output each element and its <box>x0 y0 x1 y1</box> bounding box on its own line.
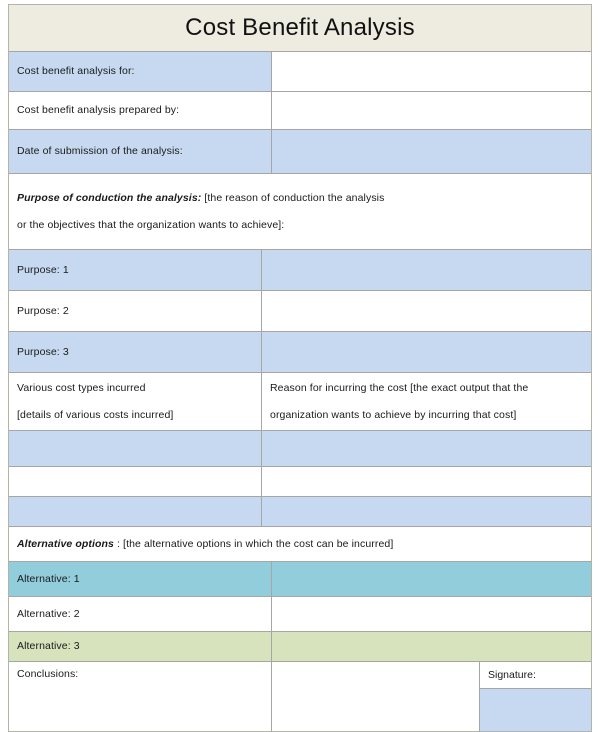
signature-block <box>479 662 591 731</box>
label-alternative-1-text: Alternative: 1 <box>17 572 80 585</box>
label-alternative-2-text: Alternative: 2 <box>17 607 80 620</box>
label-purpose-1 <box>9 250 261 290</box>
table-row-alternative-3 <box>9 632 591 662</box>
table-row-purpose-1 <box>9 250 591 291</box>
table-row-cost-1 <box>9 431 591 467</box>
label-purpose-1-text: Purpose: 1 <box>17 263 69 276</box>
label-alternative-2 <box>9 597 271 631</box>
label-conclusions-text: Conclusions: <box>17 668 79 680</box>
cost-header-right-line1: Reason for incurring the cost [the exact output that the <box>270 382 529 395</box>
document-title-bar <box>9 5 591 52</box>
purpose-intro-cell <box>9 174 591 249</box>
label-signature-text: Signature: <box>488 669 536 681</box>
table-row-purpose-3 <box>9 332 591 373</box>
field-signature[interactable] <box>480 689 591 731</box>
cost-benefit-analysis-table <box>8 4 592 732</box>
field-conclusions[interactable] <box>271 662 479 731</box>
purpose-intro-line2: or the objectives that the organization wants to achieve]: <box>17 218 285 231</box>
table-row-cost-3 <box>9 497 591 527</box>
label-purpose-3-text: Purpose: 3 <box>17 345 69 358</box>
label-purpose-2 <box>9 291 261 331</box>
table-row-alternative-1 <box>9 562 591 597</box>
label-conclusions <box>9 662 271 731</box>
page-title: Cost Benefit Analysis <box>185 14 415 41</box>
field-prepared-by[interactable] <box>271 92 591 129</box>
label-prepared-by-text: Cost benefit analysis prepared by: <box>17 104 180 117</box>
label-purpose-2-text: Purpose: 2 <box>17 304 69 317</box>
field-alternative-2[interactable] <box>271 597 591 631</box>
table-row-cost-header <box>9 373 591 431</box>
label-prepared-by <box>9 92 271 129</box>
label-analysis-for <box>9 52 271 91</box>
purpose-intro-line1 <box>17 191 583 205</box>
field-date-of-submission[interactable] <box>271 130 591 173</box>
label-date-of-submission <box>9 130 271 173</box>
label-alternative-1 <box>9 562 271 596</box>
field-cost-3-type[interactable] <box>9 497 261 526</box>
field-cost-3-reason[interactable] <box>261 497 591 526</box>
field-purpose-2[interactable] <box>261 291 591 331</box>
table-row-alternative-2 <box>9 597 591 632</box>
purpose-intro-bold: Purpose of conduction the analysis: <box>17 192 202 205</box>
table-row-conclusions <box>9 662 591 731</box>
alternative-intro-cell <box>9 527 591 561</box>
cost-header-left-line2: [details of various costs incurred] <box>17 408 174 421</box>
alternative-intro-rest: : [the alternative options in which the cost can be incurred] <box>114 537 394 550</box>
alternative-intro-line1 <box>17 537 583 551</box>
table-row-alternative-intro <box>9 527 591 562</box>
label-alternative-3 <box>9 632 271 661</box>
label-alternative-3-text: Alternative: 3 <box>17 640 80 653</box>
table-row-purpose-2 <box>9 291 591 332</box>
label-date-of-submission-text: Date of submission of the analysis: <box>17 145 183 158</box>
cost-header-right <box>261 373 591 430</box>
cost-header-right-line2: organization wants to achieve by incurring that cost] <box>270 408 517 421</box>
field-cost-2-reason[interactable] <box>261 467 591 496</box>
field-cost-2-type[interactable] <box>9 467 261 496</box>
table-row-cost-2 <box>9 467 591 497</box>
table-row-prepared-by <box>9 92 591 130</box>
purpose-intro-rest: [the reason of conduction the analysis <box>201 192 385 205</box>
field-purpose-3[interactable] <box>261 332 591 372</box>
field-alternative-3[interactable] <box>271 632 591 661</box>
field-alternative-1[interactable] <box>271 562 591 596</box>
label-analysis-for-text: Cost benefit analysis for: <box>17 65 135 78</box>
label-purpose-3 <box>9 332 261 372</box>
table-row-purpose-intro <box>9 174 591 250</box>
alternative-intro-bold: Alternative options <box>17 537 114 550</box>
label-signature <box>480 662 591 689</box>
table-row-date-of-submission <box>9 130 591 174</box>
field-purpose-1[interactable] <box>261 250 591 290</box>
cost-header-left <box>9 373 261 430</box>
field-cost-1-type[interactable] <box>9 431 261 466</box>
cost-header-left-line1: Various cost types incurred <box>17 382 146 395</box>
field-analysis-for[interactable] <box>271 52 591 91</box>
field-cost-1-reason[interactable] <box>261 431 591 466</box>
table-row-analysis-for <box>9 52 591 92</box>
